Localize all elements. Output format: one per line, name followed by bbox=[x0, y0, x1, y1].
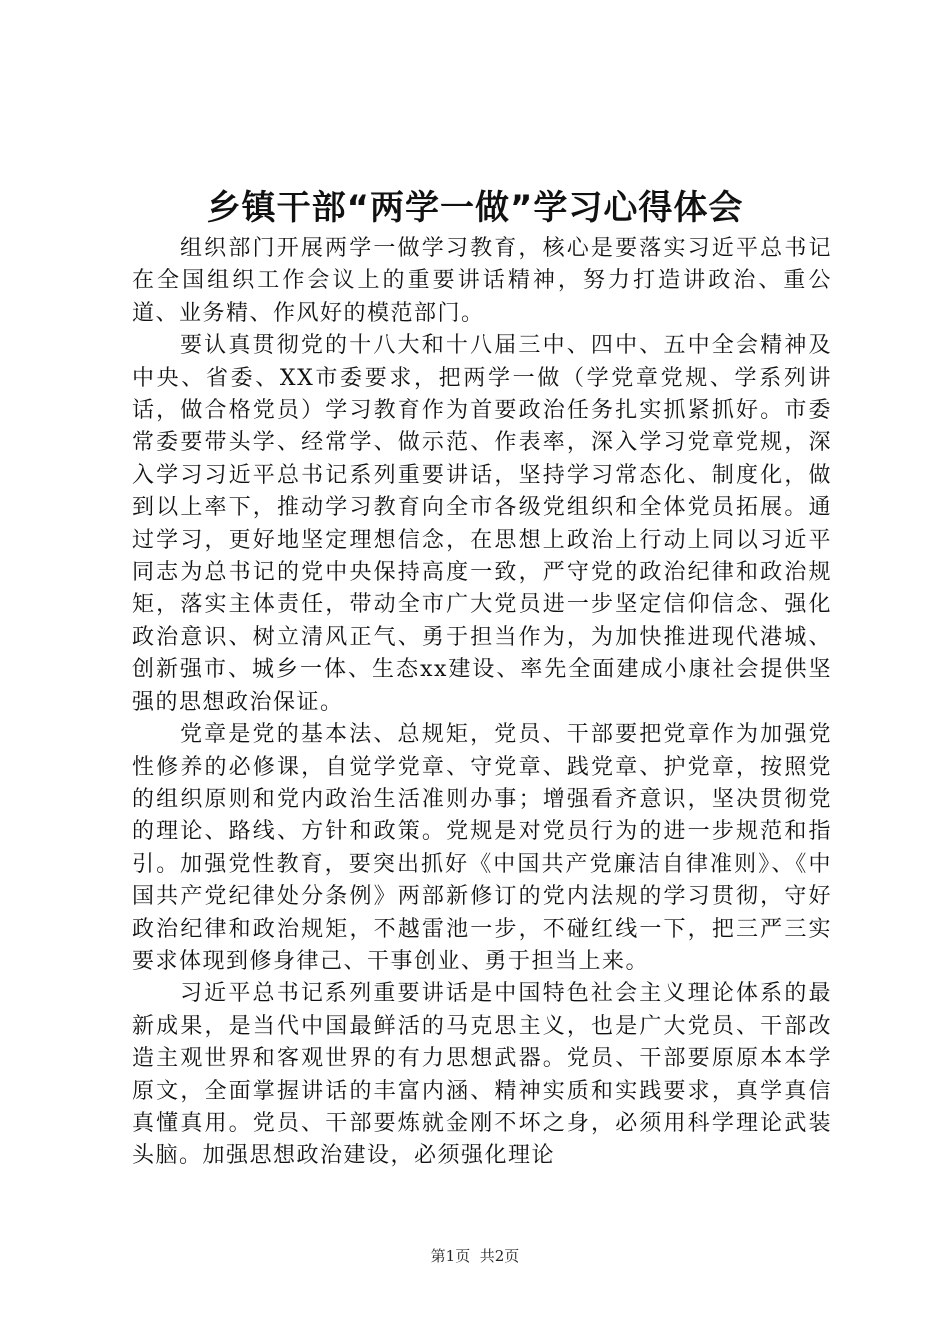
page-number: 第1页 bbox=[430, 1247, 471, 1265]
body-paragraph-2: 要认真贯彻党的十八大和十八届三中、四中、五中全会精神及中央、省委、XX市委要求，把两学一做（学党章党规、学系列讲话，做合格党员）学习教育作为首要政治任务扎实抓紧抓好。市委常委要带头学、经常学、做示范、作表率，深入学习党章党规，深入学习习近平总书记系列重要讲话，坚持学习常态化、制度化，做到以上率下，推动学习教育向全市各级党组织和全体党员拓展。通过学习，更好地坚定理想信念，在思想上政治上行动上同以习近平同志为总书记的党中央保持高度一致，严守党的政治纪律和政治规矩，落实主体责任，带动全市广大党员进一步坚定信仰信念、强化政治意识、树立清风正气、勇于担当作为，为加快推进现代港城、创新强市、城乡一体、生态xx建设、率先全面建成小康社会提供坚强的思想政治保证。 bbox=[132, 333, 832, 715]
body-paragraph-4: 习近平总书记系列重要讲话是中国特色社会主义理论体系的最新成果，是当代中国最鲜活的马克思主义，也是广大党员、干部改造主观世界和客观世界的有力思想武器。党员、干部要原原本本学原文，全面掌握讲话的丰富内涵、精神实质和实践要求，真学真信真懂真用。党员、干部要炼就金刚不坏之身，必须用科学理论武装头脑。加强思想政治建设，必须强化理论 bbox=[132, 981, 832, 1169]
body-paragraph-3: 党章是党的基本法、总规矩，党员、干部要把党章作为加强党性修养的必修课，自觉学党章、守党章、践党章、护党章，按照党的组织原则和党内政治生活准则办事；增强看齐意识，坚决贯彻党的理论、路线、方针和政策。党规是对党员行为的进一步规范和指引。加强党性教育，要突出抓好《中国共产党廉洁自律准则》、《中国共产党纪律处分条例》两部新修订的党内法规的学习贯彻，守好政治纪律和政治规矩，不越雷池一步，不碰红线一下，把三严三实要求体现到修身律己、干事创业、勇于担当上来。 bbox=[132, 722, 832, 974]
body-paragraph-1: 组织部门开展两学一做学习教育，核心是要落实习近平总书记在全国组织工作会议上的重要讲话精神，努力打造讲政治、重公道、业务精、作风好的模范部门。 bbox=[132, 236, 832, 326]
page-total: 共2页 bbox=[479, 1247, 520, 1265]
page-footer bbox=[0, 1245, 950, 1267]
document-title: 乡镇干部“两学一做”学习心得体会 bbox=[206, 188, 744, 228]
document-body bbox=[132, 233, 832, 1173]
